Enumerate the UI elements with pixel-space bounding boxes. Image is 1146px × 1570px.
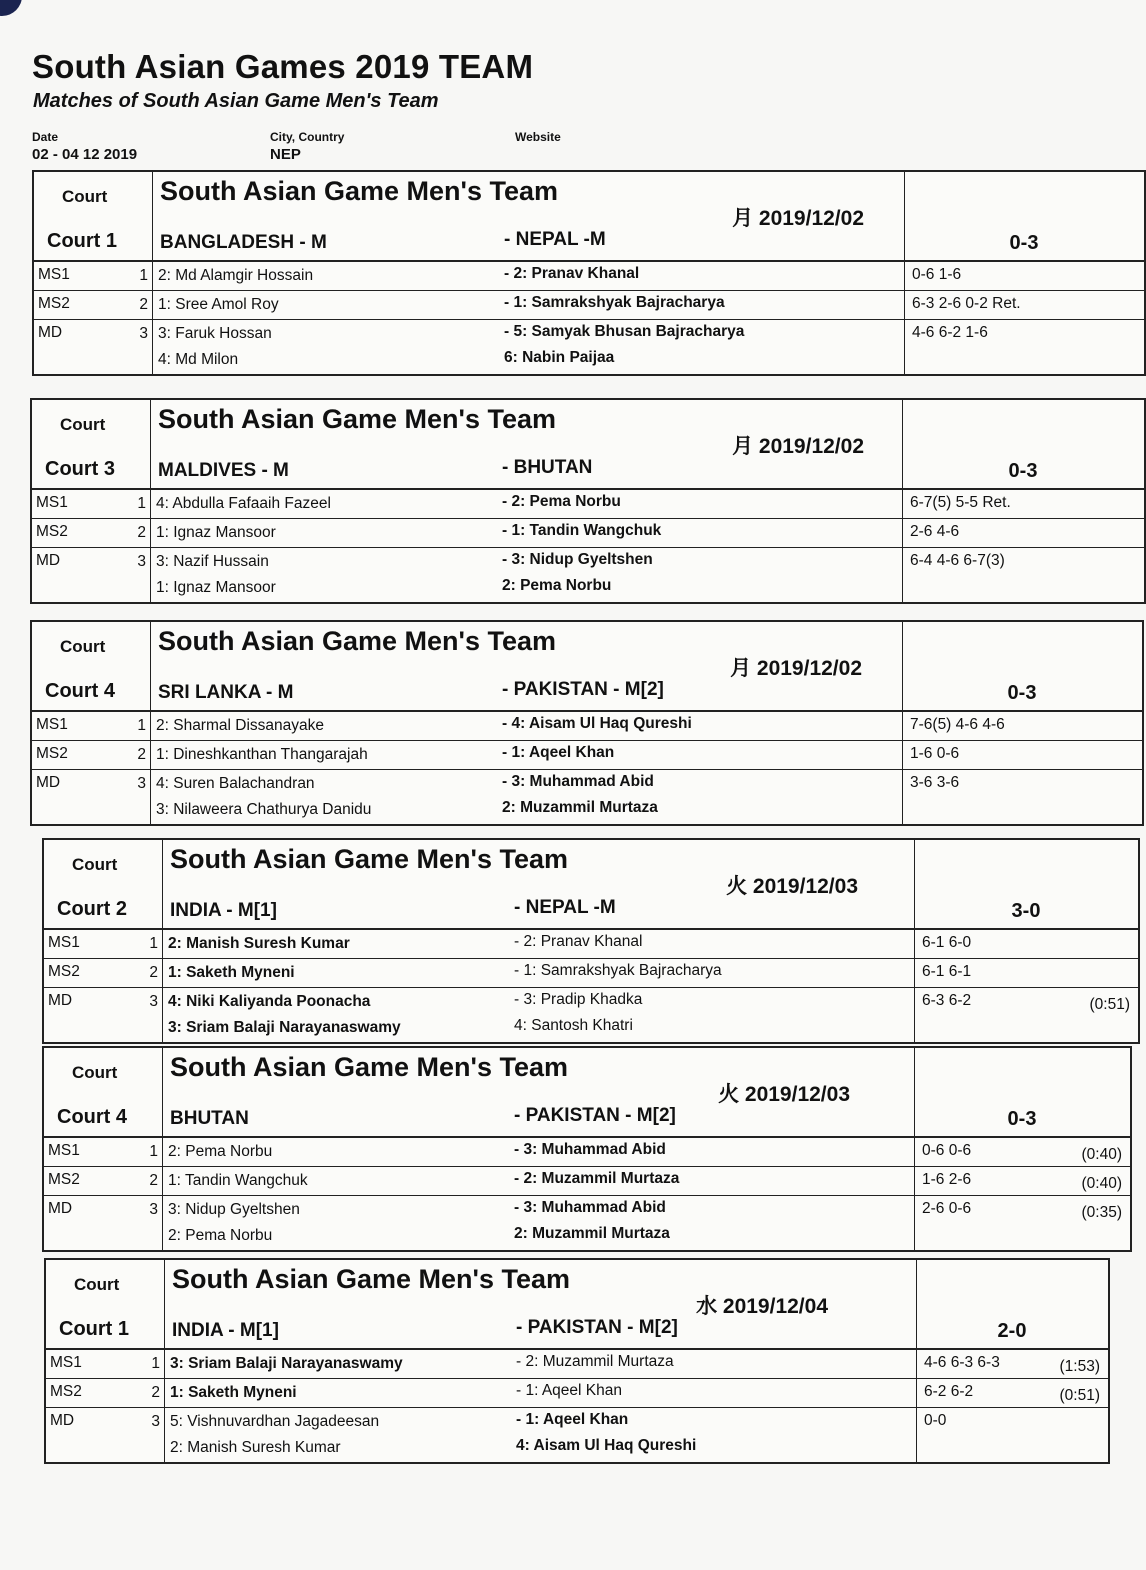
- column-divider: [902, 548, 903, 602]
- rubber-row: [32, 548, 1144, 602]
- match-duration: (0:51): [1059, 1387, 1100, 1404]
- rubber-score: 0-6 0-6: [922, 1142, 972, 1159]
- rubber-number: 3: [137, 553, 146, 570]
- date-value: 02 - 04 12 2019: [32, 146, 138, 163]
- rubber-score: 6-7(5) 5-5 Ret.: [910, 494, 1011, 511]
- court-number: Court 1: [47, 230, 117, 252]
- column-divider: [152, 172, 153, 260]
- court-number: Court 2: [57, 898, 127, 920]
- column-divider: [152, 320, 153, 374]
- rubber-number: 1: [149, 935, 158, 952]
- away-partner: 2: Muzammil Murtaza: [514, 1225, 670, 1242]
- meta-date: [32, 130, 137, 163]
- rubber-row: [34, 291, 1144, 320]
- away-player: - 2: Muzammil Murtaza: [516, 1353, 674, 1370]
- rubber-type: MS2: [48, 1171, 80, 1188]
- match-duration: (1:53): [1059, 1358, 1100, 1375]
- match-date: 水 2019/12/04: [696, 1295, 828, 1318]
- column-divider: [162, 988, 163, 1042]
- court-label: Court: [60, 637, 106, 656]
- rubber-type: MS1: [36, 716, 68, 733]
- rubber-score: 6-4 4-6 6-7(3): [910, 552, 1005, 569]
- away-player: - 3: Muhammad Abid: [514, 1141, 666, 1158]
- home-partner: 2: Manish Suresh Kumar: [170, 1439, 341, 1456]
- column-divider: [162, 930, 163, 958]
- team-home: INDIA - M[1]: [172, 1320, 279, 1341]
- match-card: [30, 620, 1144, 826]
- rubber-score: 1-6 2-6: [922, 1171, 972, 1188]
- column-divider: [152, 262, 153, 290]
- competition-name: South Asian Game Men's Team: [172, 1264, 571, 1294]
- away-player: - 2: Pranav Khanal: [514, 933, 643, 950]
- competition-name: South Asian Game Men's Team: [158, 626, 557, 656]
- rubber-score: 6-2 6-2: [924, 1383, 974, 1400]
- court-label: Court: [72, 855, 118, 874]
- team-away: - PAKISTAN - M[2]: [516, 1317, 678, 1338]
- home-partner: 2: Pema Norbu: [168, 1227, 273, 1244]
- column-divider: [914, 988, 915, 1042]
- home-partner: 3: Sriam Balaji Narayanaswamy: [168, 1019, 401, 1036]
- column-divider: [914, 1138, 915, 1166]
- rubber-score: 4-6 6-2 1-6: [912, 324, 988, 341]
- rubber-score: 6-1 6-0: [922, 934, 972, 951]
- column-divider: [904, 320, 905, 374]
- team-away: - PAKISTAN - M[2]: [514, 1105, 676, 1126]
- rubber-number: 2: [149, 964, 158, 981]
- rubber-row: [46, 1408, 1108, 1462]
- competition-name: South Asian Game Men's Team: [158, 404, 557, 434]
- column-divider: [916, 1408, 917, 1462]
- team-home: SRI LANKA - M: [158, 682, 294, 703]
- meta-website: [515, 130, 561, 144]
- home-player: 3: Faruk Hossan: [158, 325, 272, 342]
- match-date: 火 2019/12/03: [718, 1083, 850, 1106]
- home-player: 2: Pema Norbu: [168, 1143, 273, 1160]
- rubber-score: 6-3 6-2: [922, 992, 972, 1009]
- match-header: [44, 840, 1138, 930]
- rubber-number: 3: [137, 775, 146, 792]
- rubber-row: [44, 1167, 1130, 1196]
- match-duration: (0:40): [1081, 1146, 1122, 1163]
- rubber-type: MS1: [50, 1354, 82, 1371]
- court-label: Court: [72, 1063, 118, 1082]
- team-home: INDIA - M[1]: [170, 900, 277, 921]
- column-divider: [162, 1048, 163, 1136]
- match-date: 月 2019/12/02: [730, 657, 862, 680]
- away-player: - 1: Aqeel Khan: [502, 744, 615, 761]
- away-player: - 1: Samrakshyak Bajracharya: [504, 294, 725, 311]
- away-player: - 2: Pranav Khanal: [504, 265, 640, 282]
- court-label: Court: [74, 1275, 120, 1294]
- column-divider: [904, 291, 905, 319]
- team-away: - NEPAL -M: [514, 897, 616, 918]
- rubber-row: [44, 1196, 1130, 1250]
- away-player: - 3: Nidup Gyeltshen: [502, 551, 653, 568]
- rubber-number: 3: [149, 993, 158, 1010]
- rubber-number: 3: [149, 1201, 158, 1218]
- away-player: - 1: Tandin Wangchuk: [502, 522, 662, 539]
- rubber-type: MS2: [36, 523, 68, 540]
- rubber-score: 6-1 6-1: [922, 963, 972, 980]
- match-card: [42, 838, 1140, 1044]
- column-divider: [150, 490, 151, 518]
- away-player: - 1: Aqeel Khan: [516, 1382, 622, 1399]
- match-card: [30, 398, 1146, 604]
- rubber-row: [34, 320, 1144, 374]
- rubber-row: [32, 741, 1142, 770]
- home-player: 4: Abdulla Fafaaih Fazeel: [156, 495, 331, 512]
- rubber-number: 2: [149, 1172, 158, 1189]
- rubber-type: MS2: [36, 745, 68, 762]
- home-player: 1: Saketh Myneni: [170, 1384, 297, 1401]
- court-number: Court 3: [45, 458, 115, 480]
- column-divider: [904, 262, 905, 290]
- rubber-number: 2: [151, 1384, 160, 1401]
- home-player: 1: Tandin Wangchuk: [168, 1172, 308, 1189]
- corner-mark: [0, 0, 22, 16]
- rubber-number: 1: [139, 267, 148, 284]
- court-number: Court 1: [59, 1318, 129, 1340]
- document-title: South Asian Games 2019 TEAM: [32, 48, 534, 85]
- away-player: - 5: Samyak Bhusan Bajracharya: [504, 323, 745, 340]
- rubber-row: [32, 490, 1144, 519]
- column-divider: [162, 959, 163, 987]
- column-divider: [164, 1350, 165, 1378]
- column-divider: [914, 1167, 915, 1195]
- column-divider: [150, 712, 151, 740]
- competition-name: South Asian Game Men's Team: [160, 176, 559, 206]
- match-duration: (0:51): [1089, 996, 1130, 1013]
- rubber-number: 3: [151, 1413, 160, 1430]
- home-player: 3: Nazif Hussain: [156, 553, 269, 570]
- home-player: 3: Sriam Balaji Narayanaswamy: [170, 1355, 403, 1372]
- column-divider: [902, 770, 903, 824]
- column-divider: [914, 930, 915, 958]
- court-number: Court 4: [57, 1106, 127, 1128]
- column-divider: [162, 840, 163, 928]
- rubber-number: 2: [137, 746, 146, 763]
- home-player: 1: Saketh Myneni: [168, 964, 295, 981]
- column-divider: [902, 490, 903, 518]
- home-partner: 4: Md Milon: [158, 351, 239, 368]
- home-player: 2: Sharmal Dissanayake: [156, 717, 324, 734]
- home-player: 1: Dineshkanthan Thangarajah: [156, 746, 368, 763]
- rubber-score: 3-6 3-6: [910, 774, 960, 791]
- away-player: - 1: Samrakshyak Bajracharya: [514, 962, 722, 979]
- team-home: MALDIVES - M: [158, 460, 289, 481]
- rubber-score: 7-6(5) 4-6 4-6: [910, 716, 1005, 733]
- team-score: 0-3: [1007, 682, 1037, 704]
- column-divider: [914, 1196, 915, 1250]
- column-divider: [902, 741, 903, 769]
- rubber-number: 1: [151, 1355, 160, 1372]
- rubber-score: 2-6 4-6: [910, 523, 960, 540]
- rubber-type: MS2: [48, 963, 80, 980]
- home-player: 2: Md Alamgir Hossain: [158, 267, 314, 284]
- column-divider: [916, 1350, 917, 1378]
- rubber-type: MS2: [50, 1383, 82, 1400]
- rubber-number: 3: [139, 325, 148, 342]
- away-player: - 3: Muhammad Abid: [502, 773, 654, 790]
- home-player: 5: Vishnuvardhan Jagadeesan: [170, 1413, 380, 1430]
- home-partner: 1: Ignaz Mansoor: [156, 579, 276, 596]
- rubber-row: [44, 1138, 1130, 1167]
- rubber-number: 2: [139, 296, 148, 313]
- column-divider: [164, 1408, 165, 1462]
- rubber-type: MS1: [38, 266, 70, 283]
- rubber-number: 1: [137, 717, 146, 734]
- rubber-score: 2-6 0-6: [922, 1200, 972, 1217]
- team-home: BHUTAN: [170, 1108, 249, 1129]
- rubber-number: 1: [137, 495, 146, 512]
- court-label: Court: [62, 187, 108, 206]
- rubber-type: MD: [48, 992, 73, 1009]
- column-divider: [162, 1196, 163, 1250]
- rubber-type: MD: [38, 324, 63, 341]
- team-home: BANGLADESH - M: [160, 232, 327, 253]
- away-player: - 3: Muhammad Abid: [514, 1199, 666, 1216]
- match-duration: (0:35): [1081, 1204, 1122, 1221]
- meta-city: [270, 130, 344, 163]
- team-score: 0-3: [1008, 460, 1038, 482]
- rubber-row: [32, 712, 1142, 741]
- away-partner: 6: Nabin Paijaa: [504, 349, 615, 366]
- rubber-type: MS2: [38, 295, 70, 312]
- away-partner: 2: Pema Norbu: [502, 577, 612, 594]
- home-player: 4: Niki Kaliyanda Poonacha: [168, 993, 371, 1010]
- column-divider: [150, 741, 151, 769]
- rubber-row: [46, 1379, 1108, 1408]
- rubber-number: 1: [149, 1143, 158, 1160]
- city-value: NEP: [270, 146, 301, 163]
- away-player: - 1: Aqeel Khan: [516, 1411, 629, 1428]
- away-player: - 4: Aisam Ul Haq Qureshi: [502, 715, 692, 732]
- match-card: [44, 1258, 1110, 1464]
- team-score: 2-0: [997, 1320, 1027, 1342]
- column-divider: [150, 548, 151, 602]
- home-partner: 3: Nilaweera Chathurya Danidu: [156, 801, 372, 818]
- match-date: 火 2019/12/03: [726, 875, 858, 898]
- home-player: 4: Suren Balachandran: [156, 775, 315, 792]
- date-label: Date: [32, 130, 59, 144]
- competition-name: South Asian Game Men's Team: [170, 844, 569, 874]
- home-player: 1: Ignaz Mansoor: [156, 524, 276, 541]
- rubber-score: 1-6 0-6: [910, 745, 960, 762]
- away-player: - 3: Pradip Khadka: [514, 991, 643, 1008]
- column-divider: [162, 1167, 163, 1195]
- rubber-type: MD: [48, 1200, 73, 1217]
- match-header: [44, 1048, 1130, 1138]
- home-player: 1: Sree Amol Roy: [158, 296, 279, 313]
- rubber-score: 0-6 1-6: [912, 266, 962, 283]
- rubber-row: [46, 1350, 1108, 1379]
- rubber-score: 6-3 2-6 0-2 Ret.: [912, 295, 1021, 312]
- away-player: - 2: Pema Norbu: [502, 493, 621, 510]
- home-player: 2: Manish Suresh Kumar: [168, 935, 350, 952]
- column-divider: [150, 400, 151, 488]
- rubber-type: MD: [36, 774, 61, 791]
- rubber-score: 0-0: [924, 1412, 947, 1429]
- match-header: [32, 400, 1144, 490]
- match-date: 月 2019/12/02: [732, 435, 864, 458]
- column-divider: [150, 770, 151, 824]
- rubber-number: 2: [137, 524, 146, 541]
- rubber-type: MS1: [48, 934, 80, 951]
- column-divider: [914, 959, 915, 987]
- document-subtitle: Matches of South Asian Game Men's Team: [33, 90, 439, 112]
- team-away: - NEPAL -M: [504, 229, 606, 250]
- match-card: [32, 170, 1146, 376]
- court-number: Court 4: [45, 680, 115, 702]
- team-score: 3-0: [1011, 900, 1041, 922]
- city-label: City, Country: [270, 130, 345, 144]
- rubber-type: MD: [36, 552, 61, 569]
- column-divider: [902, 519, 903, 547]
- team-score: 0-3: [1009, 232, 1039, 254]
- team-away: - PAKISTAN - M[2]: [502, 679, 664, 700]
- column-divider: [152, 291, 153, 319]
- rubber-row: [34, 262, 1144, 291]
- away-partner: 4: Aisam Ul Haq Qureshi: [516, 1437, 697, 1454]
- column-divider: [164, 1379, 165, 1407]
- match-date: 月 2019/12/02: [732, 207, 864, 230]
- rubber-type: MD: [50, 1412, 75, 1429]
- court-label: Court: [60, 415, 106, 434]
- rubber-type: MS1: [48, 1142, 80, 1159]
- rubber-row: [32, 519, 1144, 548]
- rubber-row: [44, 988, 1138, 1042]
- rubber-type: MS1: [36, 494, 68, 511]
- rubber-row: [44, 959, 1138, 988]
- column-divider: [902, 712, 903, 740]
- match-duration: (0:40): [1081, 1175, 1122, 1192]
- home-player: 3: Nidup Gyeltshen: [168, 1201, 300, 1218]
- away-player: - 2: Muzammil Murtaza: [514, 1170, 680, 1187]
- rubber-score: 4-6 6-3 6-3: [924, 1354, 1000, 1371]
- match-header: [46, 1260, 1108, 1350]
- competition-name: South Asian Game Men's Team: [170, 1052, 569, 1082]
- column-divider: [150, 622, 151, 710]
- website-label: Website: [515, 130, 561, 144]
- team-away: - BHUTAN: [502, 457, 593, 478]
- rubber-row: [32, 770, 1142, 824]
- column-divider: [150, 519, 151, 547]
- column-divider: [162, 1138, 163, 1166]
- match-header: [34, 172, 1144, 262]
- column-divider: [164, 1260, 165, 1348]
- team-score: 0-3: [1007, 1108, 1037, 1130]
- match-card: [42, 1046, 1132, 1252]
- rubber-row: [44, 930, 1138, 959]
- column-divider: [916, 1379, 917, 1407]
- match-header: [32, 622, 1142, 712]
- away-partner: 2: Muzammil Murtaza: [502, 799, 658, 816]
- away-partner: 4: Santosh Khatri: [514, 1017, 633, 1034]
